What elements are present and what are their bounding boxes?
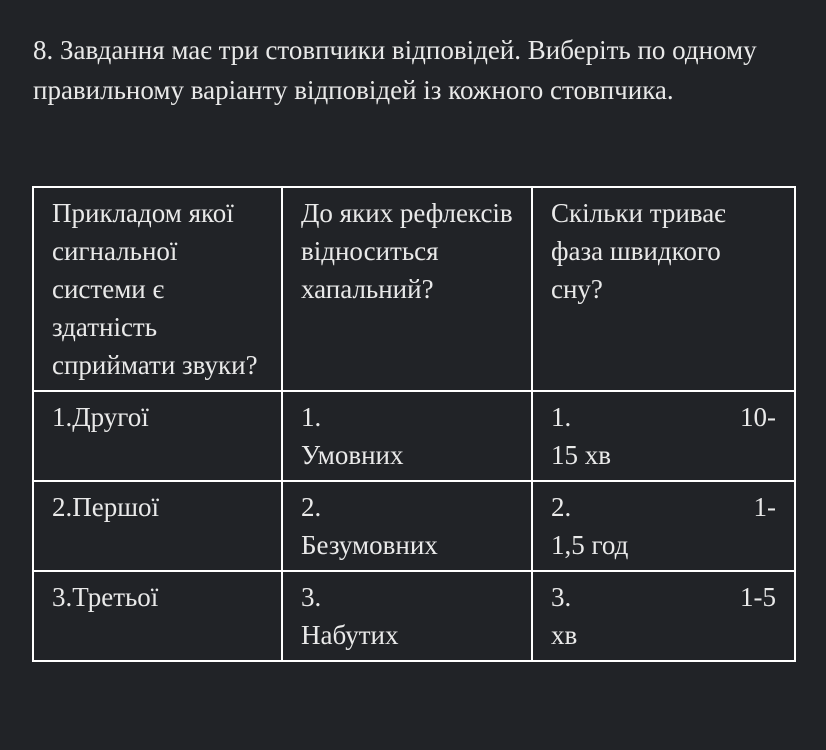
table-row	[33, 481, 795, 571]
option-duration	[532, 571, 795, 661]
option-reflex-type	[282, 391, 532, 481]
header-signal-system: Прикладом якої сигнальної системи є здатність сприймати звуки?	[33, 187, 282, 391]
option-signal-system: 3.Третьої	[33, 571, 282, 661]
question-text: 8. Завдання має три стовпчики відповідей. Виберіть по одному правильному варіанту відповідей із кожного стовпчика.	[33, 35, 757, 105]
option-value-part: хв	[551, 620, 578, 650]
option-number: 3.	[551, 582, 572, 612]
answer-table	[32, 186, 796, 662]
option-number: 2.	[301, 492, 322, 522]
option-label: Набутих	[301, 620, 399, 650]
option-value-part: 1-	[753, 492, 776, 522]
option-reflex-type	[282, 481, 532, 571]
option-value-part: 1,5 год	[551, 530, 629, 560]
option-label: Безумовних	[301, 530, 438, 560]
table-row	[33, 571, 795, 661]
table-row	[33, 391, 795, 481]
option-number: 3.	[301, 582, 322, 612]
option-label: Умовних	[301, 440, 404, 470]
option-signal-system: 2.Першої	[33, 481, 282, 571]
option-value-part: 15 хв	[551, 440, 611, 470]
option-number: 1.	[551, 402, 572, 432]
option-duration	[532, 391, 795, 481]
option-number: 1.	[301, 402, 322, 432]
table-header-row	[33, 187, 795, 391]
header-rem-sleep-duration: Скільки триває фаза швидкого сну?	[532, 187, 795, 391]
option-number: 2.	[551, 492, 572, 522]
option-duration	[532, 481, 795, 571]
option-reflex-type	[282, 571, 532, 661]
option-value-part: 1-5	[740, 582, 776, 612]
option-signal-system: 1.Другої	[33, 391, 282, 481]
option-value-part: 10-	[740, 402, 776, 432]
header-reflex-type: До яких рефлексів відноситься хапальний?	[282, 187, 532, 391]
